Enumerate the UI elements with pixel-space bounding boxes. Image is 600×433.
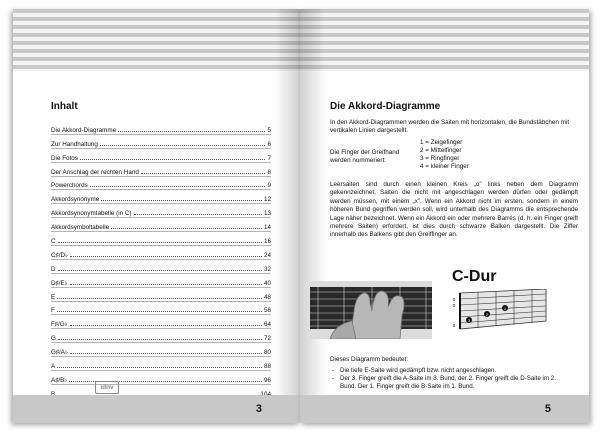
toc-leader-dots [58, 270, 262, 271]
toc-entry-title: D♯/E♭ [51, 279, 68, 287]
toc-entry-title: F [51, 307, 55, 315]
toc-leader-dots [111, 228, 262, 229]
toc-entry [51, 218, 271, 232]
header-stripes [13, 9, 300, 71]
toc-entry-title: Der Anschlag der rechten Hand [51, 168, 139, 176]
toc-entry-title: Zur Handhaltung [51, 140, 98, 148]
toc-leader-dots [118, 131, 265, 132]
toc-leader-dots [70, 256, 262, 257]
finger-item: 2 = Mittelfinger [420, 147, 462, 154]
toc-entry-title: Die Fotos [51, 154, 78, 162]
toc-entry-page: 24 [263, 251, 271, 259]
toc-entry-page: 56 [263, 307, 271, 315]
gutter-shadow [300, 9, 326, 423]
toc-leader-dots [101, 200, 262, 201]
finger-label: Die Finger der Greifhand werden nummeriert: [330, 149, 400, 164]
toc-entry-page: 48 [263, 293, 271, 301]
toc-leader-dots [80, 159, 266, 160]
chord-name: C-Dur [452, 268, 497, 285]
toc-entry-title: Die Akkord-Diagramme [51, 126, 117, 134]
gutter-shadow [274, 9, 300, 423]
finger-number: 1 [503, 306, 507, 311]
toc-entry [51, 343, 271, 357]
toc-leader-dots [70, 325, 262, 326]
toc-entry-page: 64 [263, 321, 271, 329]
finger-item: 4 = kleiner Finger [420, 163, 469, 170]
explanation-paragraph: Leersaiten sind durch einen kleinen Kreis „o" links neben dem Diagramm gekennzeichnet; Saiten die nicht mit angeschlagen werden dürfen oder gedämpft werden müssen, mit einem „x". Wenn ein Akkord nicht im ersten, sondern in einem höheren Bund gegriffen werden soll, wird unterhalb des Diagramms die entsprechende Lage näher bezeichnet. Wenn ein Akkord ein oder mehrere Barrés (d. h. ein Finger greift mehrere Saiten) erfordert, ist dies durch schwarze Balken dargestellt. Die Ziffer innerhalb des Balkens gibt den Greiffinger an. [330, 181, 578, 239]
toc-entry-page: 40 [263, 279, 271, 287]
toc-leader-dots [57, 311, 262, 312]
toc-entry [51, 288, 271, 302]
toc-entry [51, 274, 271, 288]
section-heading: Die Akkord-Diagramme [330, 101, 441, 112]
toc-leader-dots [90, 186, 266, 187]
toc-entry-title: Akkordsynonymtabelle (in C) [51, 210, 132, 218]
toc-leader-dots [70, 353, 262, 354]
toc-entry-page: 13 [263, 210, 271, 218]
chord-diagram [450, 289, 550, 333]
toc-entry [51, 371, 271, 385]
toc-entry-title: G♯/A♭ [51, 349, 68, 357]
page-number: 3 [255, 403, 262, 415]
toc-entry-title: C♯/D♭ [51, 251, 68, 259]
toc-entry [51, 149, 271, 163]
toc-entry-page: 16 [263, 238, 271, 246]
open-string-mark: o [452, 297, 456, 303]
toc-leader-dots [57, 367, 262, 368]
toc-entry [51, 204, 271, 218]
finger-number: 2 [485, 312, 489, 317]
toc-entry-page: 72 [263, 335, 271, 343]
toc-entry-title: A♯/B♭ [51, 376, 68, 384]
chord-diagram-graphic [450, 289, 550, 333]
right-page [300, 9, 589, 423]
diagram-explanation-list [330, 367, 570, 391]
toc-entry [51, 246, 271, 260]
left-page [13, 9, 300, 423]
toc-leader-dots [134, 214, 262, 215]
hand-photo [310, 281, 432, 339]
toc-heading: Inhalt [51, 101, 78, 112]
toc-entry-title: Akkordsynonyme [51, 196, 100, 204]
toc-leader-dots [57, 298, 262, 299]
toc-entry-title: A [51, 363, 56, 371]
toc-entry [51, 190, 271, 204]
open-string-mark: o [452, 303, 456, 309]
toc-entry [51, 329, 271, 343]
finger-number: 3 [467, 318, 471, 323]
toc-entry [51, 177, 271, 191]
finger-list [420, 139, 469, 171]
finger-item: 1 = Zeigefinger [420, 139, 463, 146]
toc-entry-title: Akkordsymboltabelle [51, 224, 110, 232]
toc-leader-dots [58, 339, 262, 340]
toc-entry-title: D [51, 265, 56, 273]
toc-entry-page: 88 [263, 363, 271, 371]
page-number: 5 [544, 403, 551, 415]
list-item: - Der 3. Finger greift die A-Saite im 3. Bund, der 2. Finger greift die D-Saite im 2. Bund. Der 1. Finger greift die B-Saite im 1. Bund. [330, 375, 570, 391]
toc-entry-page: 96 [263, 376, 271, 384]
toc-entry [51, 315, 271, 329]
diagram-caption: Dieses Diagramm bedeutet: [330, 356, 409, 363]
toc-entry-title: Powerchords [51, 182, 88, 190]
toc-entry-title: G [51, 335, 56, 343]
toc-entry-page: 5 [267, 126, 271, 134]
toc-entry-page: 80 [263, 349, 271, 357]
toc-leader-dots [141, 173, 266, 174]
toc-entry [51, 357, 271, 371]
toc-entry [51, 121, 271, 135]
toc-entry-page: 8 [267, 168, 271, 176]
toc-entry [51, 135, 271, 149]
toc-entry [51, 232, 271, 246]
toc-entry-page: 6 [267, 140, 271, 148]
intro-text: In den Akkord-Diagrammen werden die Saiten mit horizontalen, die Bundstäbchen mit vertikalen Linien dargestellt. [330, 119, 570, 135]
table-of-contents [51, 121, 271, 399]
toc-leader-dots [58, 242, 262, 243]
toc-entry-page: 9 [267, 182, 271, 190]
toc-entry-title: F♯/G♭ [51, 321, 68, 329]
toc-leader-dots [100, 145, 266, 146]
toc-entry-page: 12 [263, 196, 271, 204]
toc-entry-page: 14 [263, 224, 271, 232]
toc-entry-page: 7 [267, 154, 271, 162]
list-item: - Die tiefe E-Saite wird gedämpft bzw. nicht angeschlagen. [330, 367, 570, 375]
hand-photo-image [310, 281, 432, 339]
publisher-logo: idnv [95, 381, 119, 394]
muted-string-mark: x [452, 323, 456, 329]
toc-entry-page: 32 [263, 265, 271, 273]
toc-entry-title: E [51, 293, 56, 301]
toc-leader-dots [70, 284, 262, 285]
toc-entry [51, 302, 271, 316]
toc-entry [51, 163, 271, 177]
header-stripes [300, 9, 589, 71]
toc-entry [51, 260, 271, 274]
toc-entry-title: C [51, 238, 56, 246]
finger-item: 3 = Ringfinger [420, 155, 460, 162]
